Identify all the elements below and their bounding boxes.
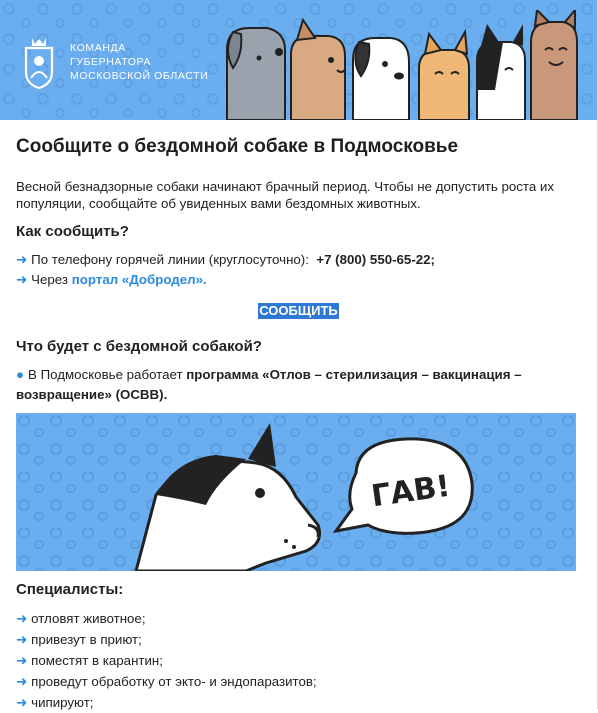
specialists-list [16, 608, 581, 713]
brand-line: МОСКОВСКОЙ ОБЛАСТИ [70, 70, 209, 82]
list-item [16, 608, 581, 629]
arrow-right-icon: ➜ [16, 674, 28, 689]
what-happens-heading: Что будет с бездомной собакой? [16, 338, 262, 355]
brand-text [70, 41, 208, 83]
brand-line: КОМАНДА [70, 42, 126, 54]
arrow-right-icon: ➜ [16, 653, 28, 668]
header-banner [0, 0, 597, 120]
white-dog-illustration [353, 38, 409, 120]
coat-of-arms-icon [18, 34, 60, 90]
arrow-right-icon: ➜ [16, 695, 28, 710]
arrow-right-icon: ➜ [16, 272, 28, 287]
arrow-right-icon: ➜ [16, 632, 28, 647]
report-button-wrap [16, 302, 581, 320]
speech-bubble-text: ГАВ! [369, 468, 453, 515]
list-item-text: отловят животное; [31, 611, 146, 626]
portal-line [16, 270, 581, 290]
article-content [0, 120, 597, 713]
orange-dog-illustration [419, 32, 469, 120]
arrow-right-icon: ➜ [16, 611, 28, 626]
list-item [16, 629, 581, 650]
list-item-text: привезут в приют; [31, 632, 142, 647]
program-name: программа «Отлов – стерилизация – вакцинация – возвращение» [16, 367, 522, 402]
program-suffix: (ОСВВ). [115, 387, 168, 402]
article-lead: Весной безнадзорные собаки начинают брачный период. Чтобы не допустить роста их популяции, сообщайте об увиденных вами бездомных животных. [16, 179, 555, 211]
brand-line: ГУБЕРНАТОРА [70, 56, 152, 68]
bullet-dot-icon: ● [16, 367, 25, 382]
list-item-text: поместят в карантин; [31, 653, 163, 668]
list-item [16, 650, 581, 671]
brand-block[interactable] [18, 34, 208, 90]
list-item-text: чипируют; [31, 695, 94, 710]
list-item-text: проведут обработку от экто- и эндопаразитов; [31, 674, 317, 689]
phone-text: По телефону горячей линии (круглосуточно): [31, 252, 309, 267]
via-text: Через [31, 272, 69, 287]
dogs-illustration [219, 10, 579, 120]
grey-dog-illustration [227, 28, 285, 120]
program-prefix: В Подмосковье работает [28, 367, 183, 382]
black-white-dog-illustration [477, 24, 525, 120]
brown-dog-illustration [531, 10, 577, 120]
phone-line [16, 250, 581, 270]
program-line [16, 365, 581, 405]
specialists-heading: Специалисты: [16, 581, 124, 598]
how-to-report-heading: Как сообщить? [16, 223, 129, 240]
article-title: Сообщите о бездомной собаке в Подмосковье [16, 136, 459, 157]
list-item [16, 671, 581, 692]
list-item [16, 692, 581, 713]
dog-bark-banner [16, 413, 576, 571]
phone-number[interactable]: +7 (800) 550-65-22; [316, 252, 435, 267]
banner-illustration [16, 413, 576, 571]
report-button[interactable]: СООБЩИТЬ [259, 303, 338, 318]
arrow-right-icon: ➜ [16, 252, 28, 267]
tan-dog-illustration [291, 20, 345, 120]
portal-link[interactable]: портал «Добродел». [71, 272, 207, 287]
